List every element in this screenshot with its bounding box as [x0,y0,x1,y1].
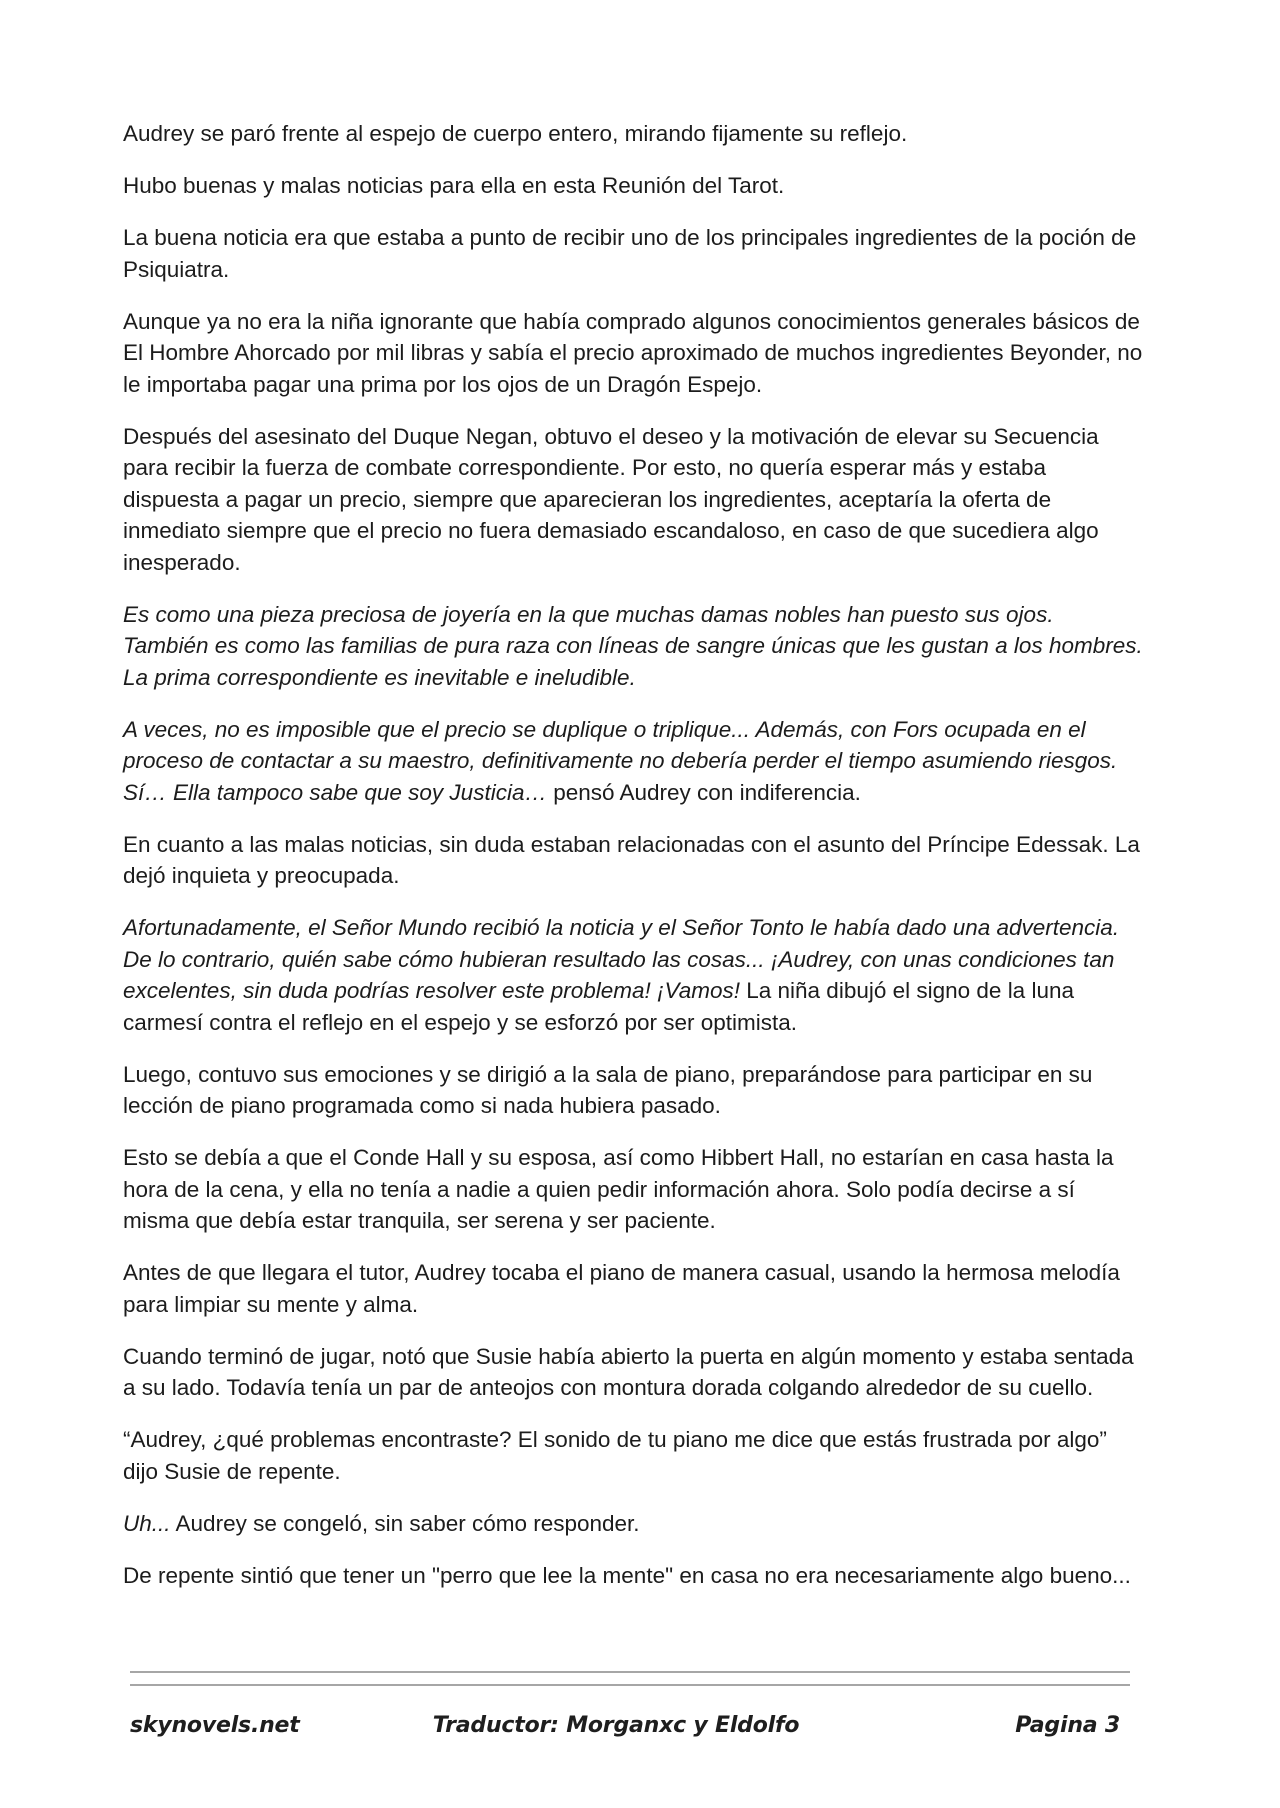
paragraph [123,118,1143,150]
paragraph [123,714,1143,809]
text-run: “Audrey, ¿qué problemas encontraste? El sonido de tu piano me dice que estás frustrada por algo” dijo Susie de repente. [123,1427,1107,1484]
text-run: Audrey se paró frente al espejo de cuerpo entero, mirando fijamente su reflejo. [123,121,908,146]
footer-translator: Traductor: Morganxc y Eldolfo [432,1713,800,1738]
paragraph [123,170,1143,202]
text-run: Hubo buenas y malas noticias para ella en esta Reunión del Tarot. [123,173,785,198]
text-run: De repente sintió que tener un "perro que lee la mente" en casa no era necesariamente algo bueno... [123,1562,1131,1588]
paragraph [123,1142,1143,1237]
italic-text-run: Uh... [123,1510,171,1536]
paragraph [123,222,1143,285]
text-run: Esto se debía a que el Conde Hall y su esposa, así como Hibbert Hall, no estarían en casa hasta la hora de la cena, y ella no tenía a nadie a quien pedir información ahora. Solo podía decirse a sí misma que debía estar tranquila, ser serena y ser paciente. [123,1145,1114,1233]
text-run: La niña dibujó el signo de la luna carmesí contra el reflejo en el espejo y se esforzó por ser optimista. [123,978,1074,1035]
text-run: La buena noticia era que estaba a punto de recibir uno de los principales ingredientes de la poción de Psiquiatra. [123,225,1137,282]
paragraph [123,912,1143,1038]
italic-text-run: Es como una pieza preciosa de joyería en la que muchas damas nobles han puesto sus ojos. También es como las familias de pura raza con líneas de sangre únicas que les gustan a los hombres. La prima correspondiente es inevitable e ineludible. [123,601,1143,690]
paragraph [123,1059,1143,1122]
text-run: Cuando terminó de jugar, notó que Susie había abierto la puerta en algún momento y estaba sentada a su lado. Todavía tenía un par de anteojos con montura dorada colgando alrededor de su cuello. [123,1343,1134,1400]
footer-page-number: Pagina 3 [1015,1713,1120,1738]
paragraph [123,829,1143,892]
footer-site: skynovels.net [130,1713,300,1738]
text-run: Antes de que llegara el tutor, Audrey tocaba el piano de manera casual, usando la hermosa melodía para limpiar su mente y alma. [123,1260,1120,1317]
text-run: Luego, contuvo sus emociones y se dirigió a la sala de piano, preparándose para participar en su lección de piano programada como si nada hubiera pasado. [123,1061,1093,1118]
text-run: Después del asesinato del Duque Negan, obtuvo el deseo y la motivación de elevar su Secuencia para recibir la fuerza de combate correspondiente. Por esto, no quería esperar más y estaba dispuesta a pagar un precio, siempre que aparecieran los ingredientes, aceptaría la oferta de inmediato siempre que el precio no fuera demasiado escandaloso, en caso de que sucediera algo inesperado. [123,423,1099,575]
paragraph [123,1560,1143,1592]
text-run: Audrey se congeló, sin saber cómo responder. [170,1510,640,1536]
paragraph [123,1257,1143,1320]
body-text [123,118,1143,1612]
paragraph [123,1341,1143,1404]
paragraph [123,1424,1143,1487]
italic-text-run: A veces, no es imposible que el precio se duplique o triplique... Además, con Fors ocupada en el proceso de contactar a su maestro, definitivamente no debería perder el tiempo asumiendo riesgos. Sí… Ella tampoco sabe que soy Justicia… [123,716,1118,805]
paragraph [123,599,1143,694]
footer-divider-bottom [130,1684,1130,1686]
italic-text-run: Afortunadamente, el Señor Mundo recibió la noticia y el Señor Tonto le había dado una advertencia. De lo contrario, quién sabe cómo hubieran resultado las cosas... ¡Audrey, con unas condiciones tan excelentes, sin duda podrías resolver este problema! ¡Vamos! [123,915,1120,1003]
footer-divider-top [130,1671,1130,1673]
paragraph [123,306,1143,401]
text-run: pensó Audrey con indiferencia. [546,779,861,805]
text-run: Aunque ya no era la niña ignorante que había comprado algunos conocimientos generales básicos de El Hombre Ahorcado por mil libras y sabía el precio aproximado de muchos ingredientes Beyonder, no le importaba pagar una prima por los ojos de un Dragón Espejo. [123,308,1143,397]
text-run: En cuanto a las malas noticias, sin duda estaban relacionadas con el asunto del Príncipe Edessak. La dejó inquieta y preocupada. [123,831,1140,888]
paragraph [123,1508,1143,1540]
paragraph [123,421,1143,579]
